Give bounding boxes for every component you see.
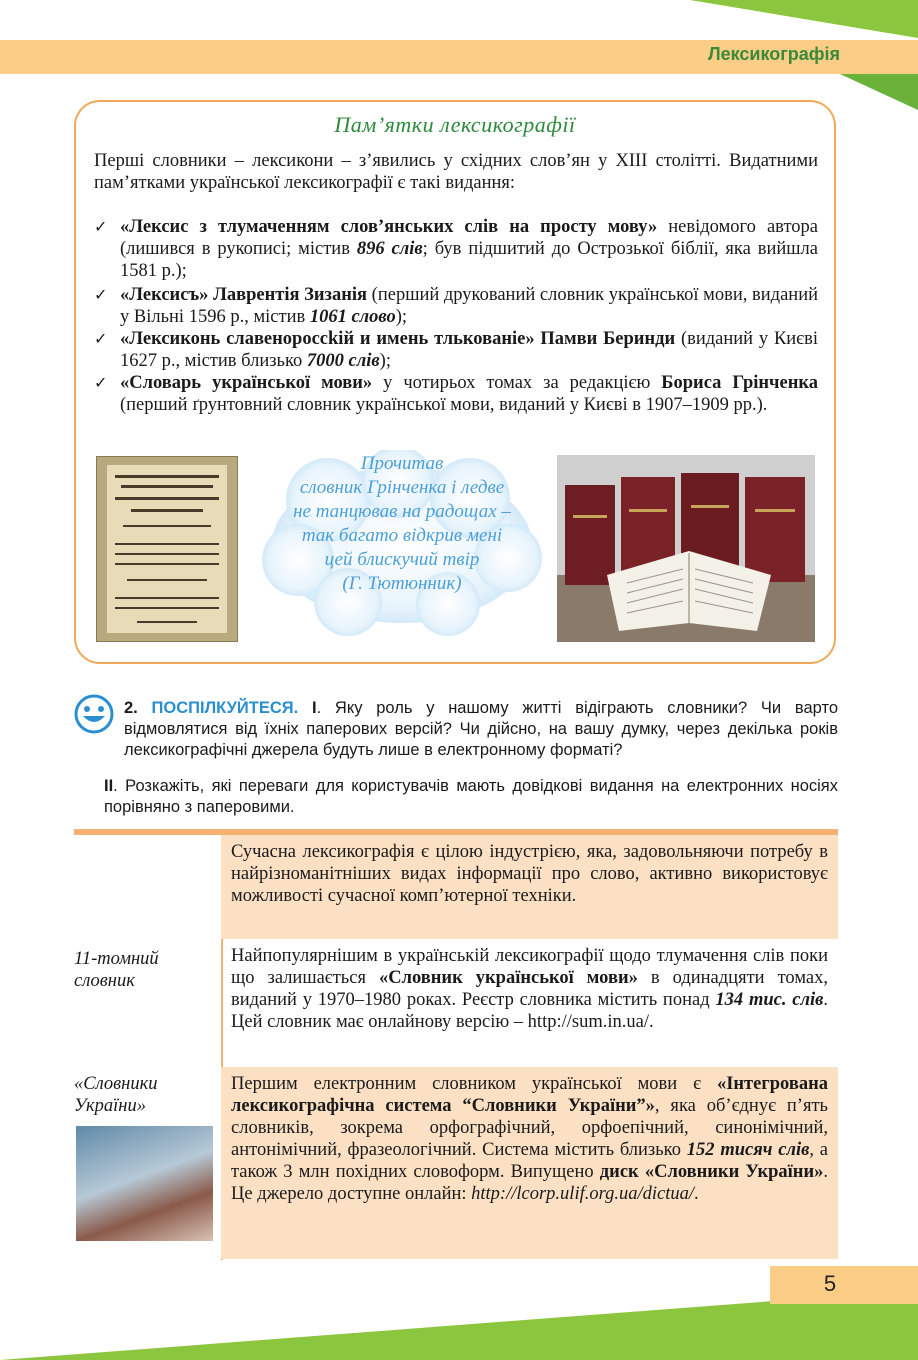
- check-icon: ✓: [94, 373, 108, 392]
- old-lexicon-title-page-image: [96, 456, 238, 642]
- list-item: ✓ «Лексис з тлумаченням слов’янських слів на просту мову» невідомого автора (лишився в рукописі; містив 896 слів; був підшитий до Острозької біблії, яка вийшла 1581 р.);: [94, 217, 818, 281]
- list-item: ✓ «Лексисъ» Лаврентія Зизанія (перший друкований словник української мови, виданий у Вільні 1596 р., містив 1061 слово);: [94, 285, 818, 327]
- list-item: ✓ «Словарь української мови» у чотирьох томах за редакцією Бориса Грінченка (перший ґрунтовний словник української мови, виданий у Києві в 1907–1909 рр.).: [94, 373, 818, 415]
- table-row: Сучасна лексикографія є цілою індустрією, яка, задовольняючи потребу в найрізноманітніших видах інформації про слово, активно використовує можливості сучасної комп’ютерної техніки.: [221, 835, 838, 939]
- page-number: 5: [823, 1271, 837, 1296]
- smiley-discussion-icon: [74, 694, 114, 734]
- exercise-part-1: 2. ПОСПІЛКУЙТЕСЯ. І. Яку роль у нашому житті відіграють словники? Чи варто відмовлятися від їхніх паперових версій? Чи дійсно, на вашу думку, через декілька років лексикографічні джерела будуть лише в електронному форматі?: [124, 699, 839, 759]
- check-icon: ✓: [94, 329, 108, 348]
- check-icon: ✓: [94, 285, 108, 304]
- list-item: ✓ «Лексиконь славенороссkій и имень тлькованіе» Памви Беринди (виданий у Києві 1627 р., містив близько 7000 слів);: [94, 329, 818, 371]
- section-title: Лексикографія: [707, 44, 840, 64]
- exercise-part-2: ІІ. Розкажіть, які переваги для користувачів мають довідкові видання на електронних носіях порівняно з паперовими.: [104, 777, 838, 816]
- memo-box-title: Пам’ятки лексикографії: [334, 112, 576, 137]
- side-label-slovnyky-ukrainy: «Словники України»: [74, 1074, 158, 1116]
- side-label-11-volume: 11-томний словник: [74, 949, 159, 991]
- disk-stack-image: [76, 1126, 213, 1241]
- dictionary-volumes-image: [557, 455, 815, 642]
- quote-text: Прочитав словник Грінченка і ледве не танцював на радощах – так багато відкрив мені цей блискучий твір (Г. Тютюнник): [293, 453, 511, 594]
- table-row: Першим електронним словником української мови є «Інтегрована лексикографічна система “Словники України”», яка об’єднує п’ять словників, зокрема орфографічний, орфоепічний, синонімічний, антонімічний, фразеологічний. Система містить близько 152 тисяч слів, а також 3 млн похідних словоформ. Випущено диск «Словники України». Це джерело доступне онлайн: http://lcorp.ulif.org.ua/dictua/.: [221, 1067, 838, 1259]
- memo-intro: Перші словники – лексикони – з’явились у східних слов’ян у XIII столітті. Видатними пам’ятками української лексикографії є такі видання:: [94, 151, 818, 193]
- check-icon: ✓: [94, 217, 108, 236]
- table-row: Найпопулярнішим в українській лексикографії щодо тлумачення слів поки що залишається «Словник української мови» в одинадцяти томах, виданий у 1970–1980 роках. Реєстр словника містить понад 134 тис. слів. Цей словник має онлайнову версію – http://sum.in.ua/.: [231, 946, 828, 1032]
